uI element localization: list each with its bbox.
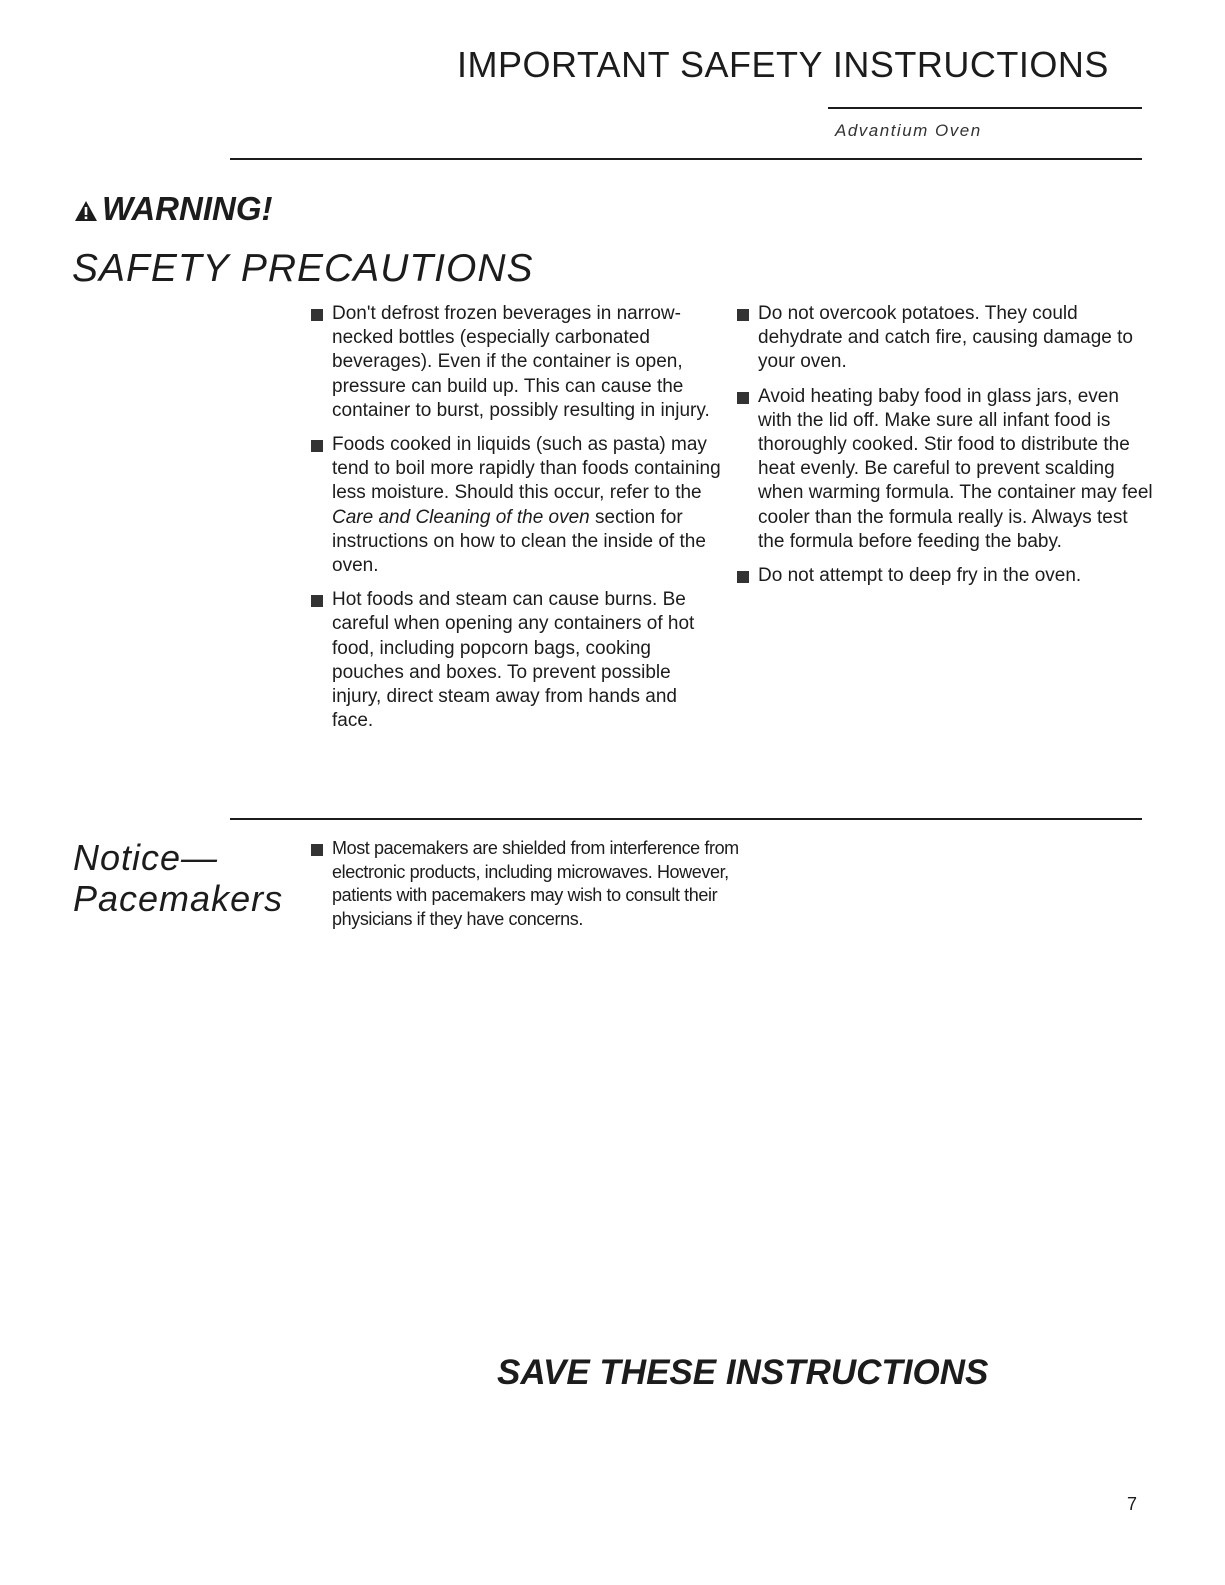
list-item [737,302,1157,375]
warning-heading [74,190,272,228]
list-item [311,433,721,578]
notice-item [311,837,752,931]
subtitle-divider [828,107,1142,109]
bullet-icon [311,309,323,321]
page-title: IMPORTANT SAFETY INSTRUCTIONS [457,44,1109,85]
notice-title [73,837,283,919]
notice-title-line: Pacemakers [73,878,284,919]
warning-label: WARNING! [102,190,273,227]
section-divider [230,818,1142,820]
item-text: Do not attempt to deep fry in the oven. [758,565,1082,587]
notice-title-line: Notice— [73,837,219,878]
bullet-icon [311,440,323,452]
list-item [737,564,1157,588]
header-divider [230,158,1142,160]
notice-text: Most pacemakers are shielded from interference from electronic products, including microwaves. However, patients with pacemakers may wish to consult their physicians if they have concerns. [332,838,739,929]
list-item [311,588,721,733]
precautions-left-column [311,302,721,743]
document-subtitle: Advantium Oven [835,121,982,140]
precautions-right-column [737,302,1157,598]
bullet-icon [737,392,749,404]
item-text: Foods cooked in liquids (such as pasta) may tend to boil more rapidly than foods containing less moisture. Should this occur, refer to the [332,434,721,504]
item-text: Hot foods and steam can cause burns. Be careful when opening any containers of hot food, including popcorn bags, cooking pouches and boxes. To prevent possible injury, direct steam away from hands and face. [332,589,695,732]
item-text: Avoid heating baby food in glass jars, even with the lid off. Make sure all infant food is thoroughly cooked. Stir food to distribute the heat evenly. Be careful to prevent scalding when warming formula. The container may feel cooler than the formula really is. Always test the formula before feeding the baby. [758,385,1153,552]
item-text: Do not overcook potatoes. They could dehydrate and catch fire, causing damage to your oven. [758,303,1133,373]
item-text: Don't defrost frozen beverages in narrow-necked bottles (especially carbonated beverages). Even if the container is open, pressure can build up. This can cause the container to burst, possibly resulting in injury. [332,303,710,421]
save-instructions-heading: SAVE THESE INSTRUCTIONS [497,1353,989,1392]
item-text-emphasis: Care and Cleaning of the oven [332,506,590,528]
page-number: 7 [1127,1494,1138,1514]
bullet-icon [737,571,749,583]
list-item [737,385,1157,554]
section-title: SAFETY PRECAUTIONS [72,247,534,290]
bullet-icon [311,844,323,856]
list-item [311,302,721,423]
item-text-tail: section for instructions on how to clean the inside of the oven. [332,506,706,577]
bullet-icon [311,595,323,607]
bullet-icon [737,309,749,321]
warning-triangle-icon [74,200,98,222]
